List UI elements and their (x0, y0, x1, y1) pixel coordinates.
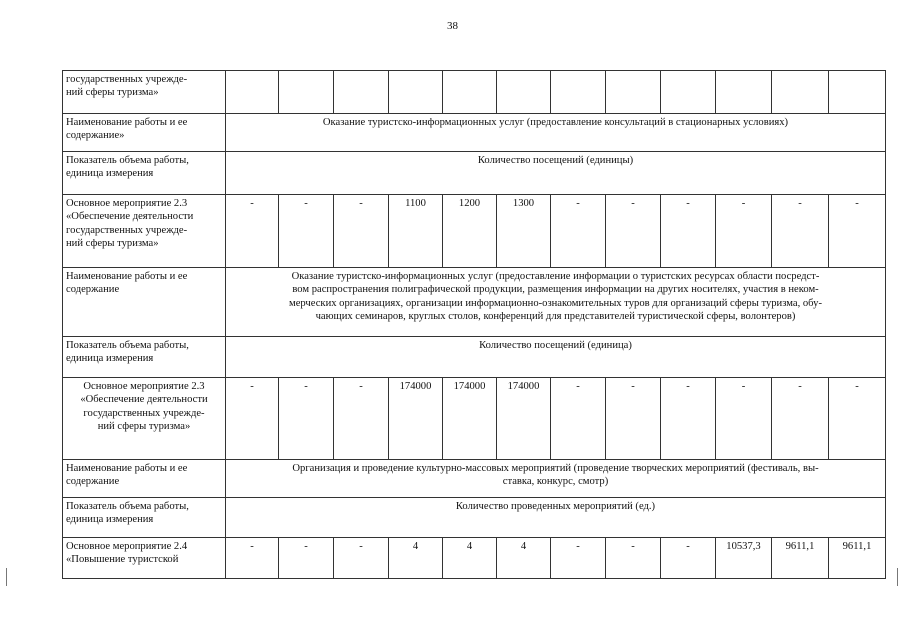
value-cell: - (334, 195, 389, 268)
value-cell (389, 71, 443, 114)
value-cell: 10537,3 (716, 538, 772, 579)
work-description-cell: Организация и проведение культурно-массовых мероприятий (проведение творческих мероприятий (фестиваль, вы- ставка, конкурс, смотр) (226, 460, 886, 498)
value-cell: - (551, 378, 606, 460)
value-cell (497, 71, 551, 114)
value-cell: 9611,1 (829, 538, 886, 579)
row-label: Основное мероприятие 2.4 «Повышение туристской (63, 538, 226, 579)
row-label: Показатель объема работы, единица измерения (63, 152, 226, 195)
value-cell (226, 71, 279, 114)
table-row (63, 460, 886, 498)
value-cell: - (226, 195, 279, 268)
value-cell: - (334, 538, 389, 579)
table-row (63, 337, 886, 378)
table-row (63, 378, 886, 460)
value-cell: - (606, 195, 661, 268)
row-label: Основное мероприятие 2.3 «Обеспечение деятельности государственных учрежде- ний сферы туризма» (63, 378, 226, 460)
table-row (63, 498, 886, 538)
value-cell: 4 (497, 538, 551, 579)
work-description-cell: Количество проведенных мероприятий (ед.) (226, 498, 886, 538)
row-label: Основное мероприятие 2.3 «Обеспечение деятельности государственных учрежде- ний сферы туризма» (63, 195, 226, 268)
work-description-cell: Количество посещений (единицы) (226, 152, 886, 195)
row-label: Наименование работы и ее содержание» (63, 114, 226, 152)
value-cell: - (829, 378, 886, 460)
value-cell (551, 71, 606, 114)
value-cell: 1200 (443, 195, 497, 268)
value-cell: - (661, 195, 716, 268)
value-cell (829, 71, 886, 114)
table-row (63, 114, 886, 152)
scan-edge-mark-left (6, 568, 7, 586)
table-row (63, 71, 886, 114)
value-cell: - (334, 378, 389, 460)
value-cell: - (279, 538, 334, 579)
work-description-cell: Количество посещений (единица) (226, 337, 886, 378)
value-cell: - (226, 538, 279, 579)
row-label: государственных учрежде- ний сферы туризма» (63, 71, 226, 114)
table-row (63, 268, 886, 337)
value-cell: - (606, 538, 661, 579)
value-cell (334, 71, 389, 114)
value-cell: 1300 (497, 195, 551, 268)
value-cell: 1100 (389, 195, 443, 268)
value-cell: - (661, 538, 716, 579)
value-cell: - (772, 195, 829, 268)
row-label: Наименование работы и ее содержание (63, 460, 226, 498)
value-cell: - (551, 538, 606, 579)
row-label: Показатель объема работы, единица измерения (63, 337, 226, 378)
table-row (63, 538, 886, 579)
row-label: Наименование работы и ее содержание (63, 268, 226, 337)
value-cell: 4 (443, 538, 497, 579)
page-number: 38 (447, 20, 458, 32)
work-description-cell: Оказание туристско-информационных услуг (предоставление консультаций в стационарных условиях) (226, 114, 886, 152)
value-cell: - (279, 195, 334, 268)
value-cell (443, 71, 497, 114)
value-cell: - (716, 378, 772, 460)
value-cell (279, 71, 334, 114)
scan-edge-mark-right (897, 568, 898, 586)
value-cell: 9611,1 (772, 538, 829, 579)
table-row (63, 152, 886, 195)
work-description-cell: Оказание туристско-информационных услуг (предоставление информации о туристских ресурсах области посредст- вом распространения полиграфической продукции, размещения информации на других носителях, участия в неком- мерческих организациях, организации информационно-ознакомительных туров для организаций сферы туризма, обу- чающих семинаров, круглых столов, конференций для представителей туристической сферы, волонтеров) (226, 268, 886, 337)
value-cell: - (551, 195, 606, 268)
value-cell (661, 71, 716, 114)
value-cell: - (772, 378, 829, 460)
value-cell: - (279, 378, 334, 460)
value-cell: 4 (389, 538, 443, 579)
row-label: Показатель объема работы, единица измерения (63, 498, 226, 538)
table-row (63, 195, 886, 268)
value-cell (772, 71, 829, 114)
value-cell: 174000 (497, 378, 551, 460)
value-cell: - (661, 378, 716, 460)
value-cell: - (606, 378, 661, 460)
value-cell (606, 71, 661, 114)
value-cell (716, 71, 772, 114)
value-cell: - (226, 378, 279, 460)
value-cell: 174000 (389, 378, 443, 460)
document-table (62, 70, 886, 579)
value-cell: 174000 (443, 378, 497, 460)
value-cell: - (716, 195, 772, 268)
value-cell: - (829, 195, 886, 268)
